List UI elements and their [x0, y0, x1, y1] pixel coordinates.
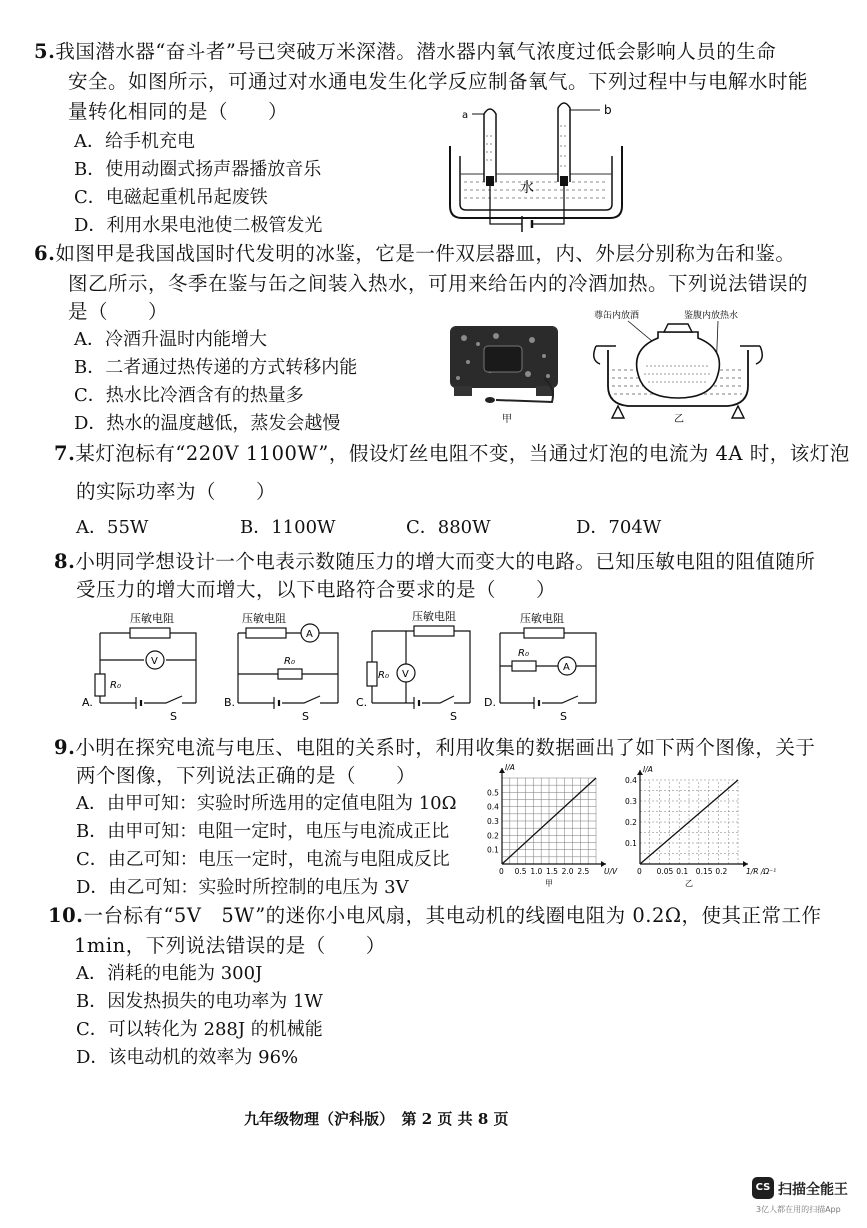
q9-option-d: D．由乙可知：实验时所控制的电压为 3V [76, 877, 409, 898]
q9-option-c: C．由乙可知：电压一定时，电流与电阻成反比 [76, 849, 450, 870]
chart-jia [480, 763, 620, 890]
question-number: 10. [48, 904, 84, 927]
q8-stem [54, 548, 815, 576]
label-b: b [604, 103, 612, 117]
x-tick-label: 2.0 [561, 867, 574, 876]
circuit-b-meter: A [306, 629, 313, 640]
q8-line1: 小明同学想设计一个电表示数随压力的增大而变大的电路。已知压敏电阻的阻值随所 [75, 550, 816, 573]
q5-line1: 我国潜水器“奋斗者”号已突破万米深潜。潜水器内氧气浓度过低会影响人员的生命 [55, 40, 777, 63]
circuit-c-top-label: 压敏电阻 [412, 610, 456, 623]
scanner-name: 扫描全能王 [778, 1182, 848, 1198]
y-tick-label: 0.1 [625, 839, 637, 848]
q6-option-c: C．热水比冷酒含有的热量多 [74, 385, 304, 406]
circuit-c-letter: C. [356, 696, 368, 709]
q6-stem [34, 240, 795, 268]
q5-line3: 量转化相同的是（ ） [68, 100, 289, 123]
circuit-c-switch: S [450, 710, 457, 723]
label-a: a [462, 110, 469, 121]
q6-line1: 如图甲是我国战国时代发明的冰鉴，它是一件双层器皿，内、外层分别称为缶和鉴。 [55, 242, 796, 265]
q9-line1: 小明在探究电流与电压、电阻的关系时，利用收集的数据画出了如下两个图像，关于 [75, 736, 816, 759]
q5-line2: 安全。如图所示，可通过对水通电发生化学反应制备氧气。下列过程中与电解水时能 [68, 70, 809, 93]
x-tick-label: 1.5 [546, 867, 558, 876]
scanner-slogan: 3亿人都在用的扫描App [756, 1205, 841, 1214]
question-number: 5. [34, 40, 56, 63]
circuit-b-top-label: 压敏电阻 [242, 612, 286, 625]
q10-line1: 一台标有“5V 5W”的迷你小电风扇，其电动机的线圈电阻为 0.2Ω，使其正常工作 [83, 904, 822, 927]
q5-option-c: C．电磁起重机吊起废铁 [74, 187, 268, 208]
q7-option-c: C．880W [406, 517, 491, 538]
y-tick-label: 0.3 [487, 817, 499, 826]
x-axis-label: 1/R /Ω⁻¹ [746, 867, 777, 876]
circuit-b-switch: S [302, 710, 309, 723]
scanner-logo-icon: CS [752, 1177, 774, 1199]
q10-line2: 1min，下列说法错误的是（ ） [74, 934, 386, 957]
label-jia: 甲 [502, 414, 512, 425]
y-tick-label: 0.5 [487, 788, 499, 798]
q5-option-a: A．给手机充电 [74, 131, 195, 152]
circuit-b-letter: B. [224, 696, 236, 709]
question-number: 9. [54, 736, 76, 759]
chart-yi [620, 765, 777, 890]
circuit-d-switch: S [560, 710, 567, 723]
q7-option-b: B．1100W [240, 517, 336, 538]
x-tick-label: 1.0 [530, 867, 543, 876]
q7-line2: 的实际功率为（ ） [76, 480, 277, 503]
chart-jia-plot [487, 763, 618, 888]
q8-line2: 受压力的增大而增大，以下电路符合要求的是（ ） [76, 578, 557, 601]
label-yi: 乙 [674, 414, 684, 425]
q7-option-d: D．704W [576, 517, 662, 538]
q10-option-d: D．该电动机的效率为 96% [76, 1047, 299, 1068]
y-tick-label: 0.4 [487, 802, 499, 812]
q10-option-b: B．因发热损失的电功率为 1W [76, 991, 323, 1012]
x-tick-label: 0.15 [695, 867, 713, 876]
circuit-c-r0: R₀ [378, 670, 389, 681]
circuit-b [222, 608, 352, 726]
electrolysis-figure [440, 96, 630, 236]
q6-option-b: B．二者通过热传递的方式转移内能 [74, 357, 358, 378]
x-tick-label: 0.5 [514, 867, 527, 876]
x-tick-label: 0.1 [676, 867, 689, 876]
chart-yi-plot [625, 765, 776, 888]
x-tick-label: 0 [499, 867, 504, 876]
q10-option-a: A．消耗的电能为 300J [76, 963, 263, 984]
circuit-a [78, 608, 208, 726]
q9-line2: 两个图像，下列说法正确的是（ ） [76, 764, 417, 787]
x-tick-label: 2.5 [577, 867, 590, 876]
q9-stem [54, 734, 815, 762]
label-water: 水 [520, 180, 534, 196]
note-left: 尊缶内放酒 [594, 311, 640, 321]
circuit-a-r0: R₀ [110, 680, 121, 691]
chart-title: 甲 [545, 879, 553, 888]
circuit-c [356, 602, 486, 726]
page-footer: 九年级物理（沪科版） 第 2 页 共 8 页 [244, 1110, 509, 1128]
x-tick-label: 0.2 [715, 867, 728, 876]
question-number: 6. [34, 242, 56, 265]
bingjian-photo [444, 318, 574, 426]
q10-stem [48, 902, 822, 930]
y-axis-label: I/A [643, 765, 653, 774]
circuit-c-meter: V [402, 669, 409, 680]
circuit-a-meter: V [151, 656, 158, 667]
y-tick-label: 0.4 [625, 776, 637, 785]
y-tick-label: 0.1 [487, 845, 499, 855]
q5-option-d: D．利用水果电池使二极管发光 [74, 215, 323, 236]
circuit-d-letter: D. [484, 696, 496, 709]
circuit-a-top-label: 压敏电阻 [130, 612, 174, 625]
q9-option-a: A．由甲可知：实验时所选用的定值电阻为 10Ω [76, 793, 457, 814]
q7-stem [54, 440, 850, 468]
q9-option-b: B．由甲可知：电阻一定时，电压与电流成正比 [76, 821, 450, 842]
circuit-d [484, 608, 614, 726]
x-tick-label: 0.05 [656, 867, 674, 876]
bingjian-diagram [588, 306, 778, 426]
q7-line1: 某灯泡标有“220V 1100W”，假设灯丝电阻不变，当通过灯泡的电流为 4A 时，该灯泡 [75, 442, 850, 465]
y-axis-label: I/A [505, 763, 515, 772]
y-tick-label: 0.2 [487, 831, 499, 841]
q10-option-c: C．可以转化为 288J 的机械能 [76, 1019, 323, 1040]
q6-line2: 图乙所示，冬季在鉴与缶之间装入热水，可用来给缶内的冷酒加热。下列说法错误的 [68, 272, 809, 295]
question-number: 7. [54, 442, 76, 465]
y-tick-label: 0.3 [625, 797, 637, 806]
chart-title: 乙 [685, 879, 693, 888]
q6-option-d: D．热水的温度越低，蒸发会越慢 [74, 413, 341, 434]
circuit-d-meter: A [563, 662, 570, 673]
x-tick-label: 0 [637, 867, 642, 876]
note-right: 鉴腹内放热水 [684, 311, 739, 321]
y-tick-label: 0.2 [625, 818, 637, 827]
q5-option-b: B．使用动圈式扬声器播放音乐 [74, 159, 322, 180]
circuit-d-r0: R₀ [518, 648, 529, 659]
scanner-watermark [752, 1177, 862, 1221]
q5-stem [34, 38, 776, 66]
circuit-d-top-label: 压敏电阻 [520, 612, 564, 625]
circuit-b-r0: R₀ [284, 656, 295, 667]
question-number: 8. [54, 550, 76, 573]
circuit-a-switch: S [170, 710, 177, 723]
x-axis-label: U/V [604, 867, 618, 876]
q6-line3: 是（ ） [68, 300, 169, 323]
q6-option-a: A．冷酒升温时内能增大 [74, 329, 267, 350]
q7-option-a: A．55W [76, 517, 149, 538]
circuit-a-letter: A. [82, 696, 93, 709]
